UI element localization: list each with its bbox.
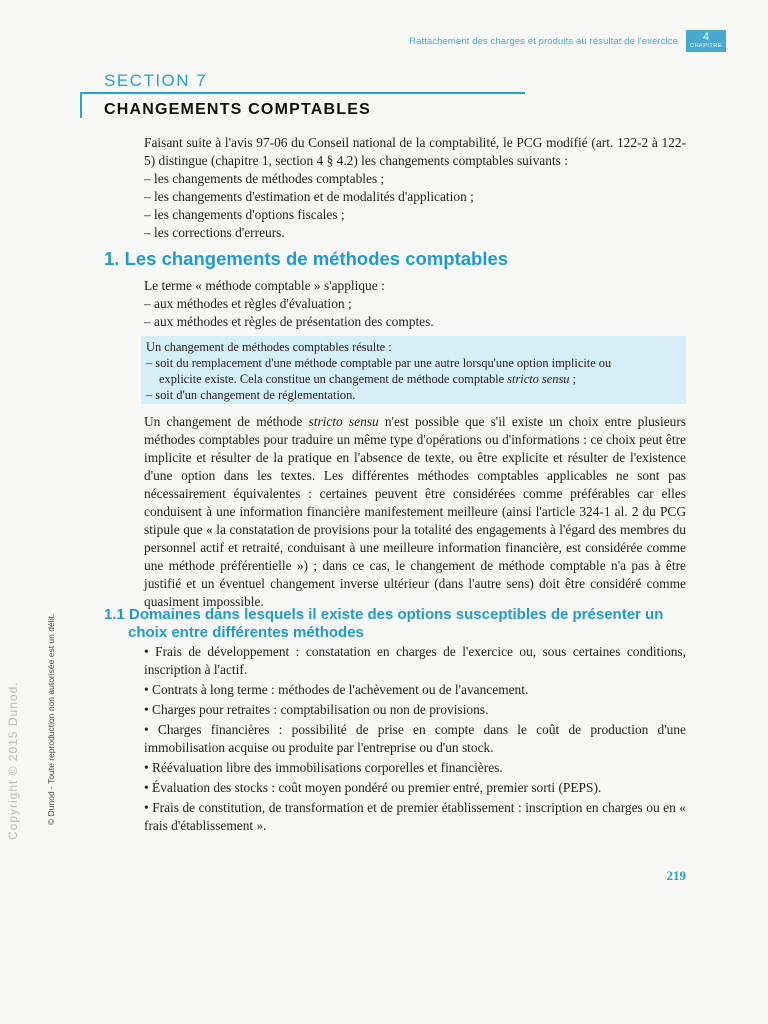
bullet-item: • Charges pour retraites : comptabilisation ou non de provisions. (144, 702, 489, 717)
intro-item: – les corrections d'erreurs. (144, 225, 285, 240)
copyright-watermark: Copyright © 2015 Dunod. (6, 681, 20, 840)
part1-heading: 1. Les changements de méthodes comptables (104, 248, 509, 269)
definition-line: Un changement de méthodes comptables résulte : (146, 340, 392, 354)
section-rule-vertical (80, 92, 82, 118)
subsection-heading (104, 606, 690, 642)
bullet-item: • Charges financières : possibilité de prise en compte dans le coût de production d'une immobilisation acquise ou produite par l'entreprise ou d'un stock. (144, 722, 686, 755)
subsection-title-line1: Domaines dans lesquels il existe des options susceptibles de présenter un (129, 606, 664, 623)
definition-box (141, 336, 686, 404)
definition-text: ; (569, 372, 577, 386)
bullet-item: • Contrats à long terme : méthodes de l'achèvement ou de l'avancement. (144, 682, 529, 697)
bullet-item: • Réévaluation libre des immobilisations corporelles et financières. (144, 760, 503, 775)
intro-item: – les changements d'options fiscales ; (144, 207, 345, 222)
intro-paragraph: Faisant suite à l'avis 97-06 du Conseil national de la comptabilité, le PCG modifié (art. 122-2 à 122-5) distingue (chapitre 1, section 4 § 4.2) les changements comptables suivants : (144, 135, 686, 168)
definition-emphasis: stricto sensu (507, 372, 570, 386)
chapter-badge (686, 30, 726, 52)
main-text: Un changement de méthode (144, 414, 309, 429)
section-rule (80, 92, 525, 94)
definition-line (146, 371, 686, 387)
intro-block (144, 134, 686, 242)
definition-line: – soit d'un changement de réglementation. (146, 388, 356, 402)
main-text: n'est possible que s'il existe un choix entre plusieurs méthodes comptables pour traduire un même type d'opérations ou d'informations : ce choix peut être implicite et résulter de la pratique en l'absence de texte, ou être explicite et résulter de l'existence d'une option dans les textes. Les différentes méthodes comptables applicables ne sont pas nécessairement équivalentes : certaines peuvent être considérées comme préférables car elles conduisent à une information financière manifestement meilleure (ainsi l'article 324-1 al. 2 du PCG stipule que « la constatation de provisions pour la totalité des engagements à l'égard des membres du personnel actif et retraité, conduisant à une meilleure information financière, est considérée comme une méthode préférentielle ») ; dans ce cas, le changement de méthode comptable n'a pas à être justifié et un éventuel changement inverse ultérieur (dans l'autre sens) doit être considéré comme quasiment impossible. (144, 414, 687, 609)
main-paragraph (144, 413, 686, 611)
section-title: CHANGEMENTS COMPTABLES (104, 101, 371, 118)
legal-notice: © Dunod - Toute reproduction non autorisée est un délit. (46, 613, 56, 825)
main-emphasis: stricto sensu (308, 414, 379, 429)
section-label: SECTION 7 (104, 71, 208, 90)
chapter-number: 4 (702, 31, 710, 43)
bullet-item: • Frais de développement : constatation en charges de l'exercice ou, sous certaines conditions, inscription à l'actif. (144, 644, 686, 677)
bullet-item: • Évaluation des stocks : coût moyen pondéré ou premier entré, premier sorti (PEPS). (144, 780, 602, 795)
subsection-title-line2: choix entre différentes méthodes (128, 624, 364, 641)
bullet-list (144, 643, 686, 837)
page-number: 219 (666, 868, 686, 883)
intro-item: – les changements d'estimation et de modalités d'application ; (144, 189, 474, 204)
definition-line: – soit du remplacement d'une méthode comptable par une autre lorsqu'une option implicite ou (146, 356, 612, 370)
subsection-number: 1.1 (104, 606, 125, 623)
intro-item: – les changements de méthodes comptables ; (144, 171, 385, 186)
running-header: Rattachement des charges et produits au résultat de l'exercice (409, 36, 678, 47)
part1-item: – aux méthodes et règles de présentation des comptes. (144, 314, 434, 329)
definition-text: explicite existe. Cela constitue un changement de méthode comptable (159, 372, 508, 386)
chapter-label: CHAPITRE (690, 43, 722, 49)
part1-item: – aux méthodes et règles d'évaluation ; (144, 296, 352, 311)
part1-intro-block (144, 277, 686, 331)
bullet-item: • Frais de constitution, de transformation et de premier établissement : inscription en charges ou en « frais d'établissement ». (144, 800, 686, 833)
part1-intro: Le terme « méthode comptable » s'applique : (144, 278, 385, 293)
